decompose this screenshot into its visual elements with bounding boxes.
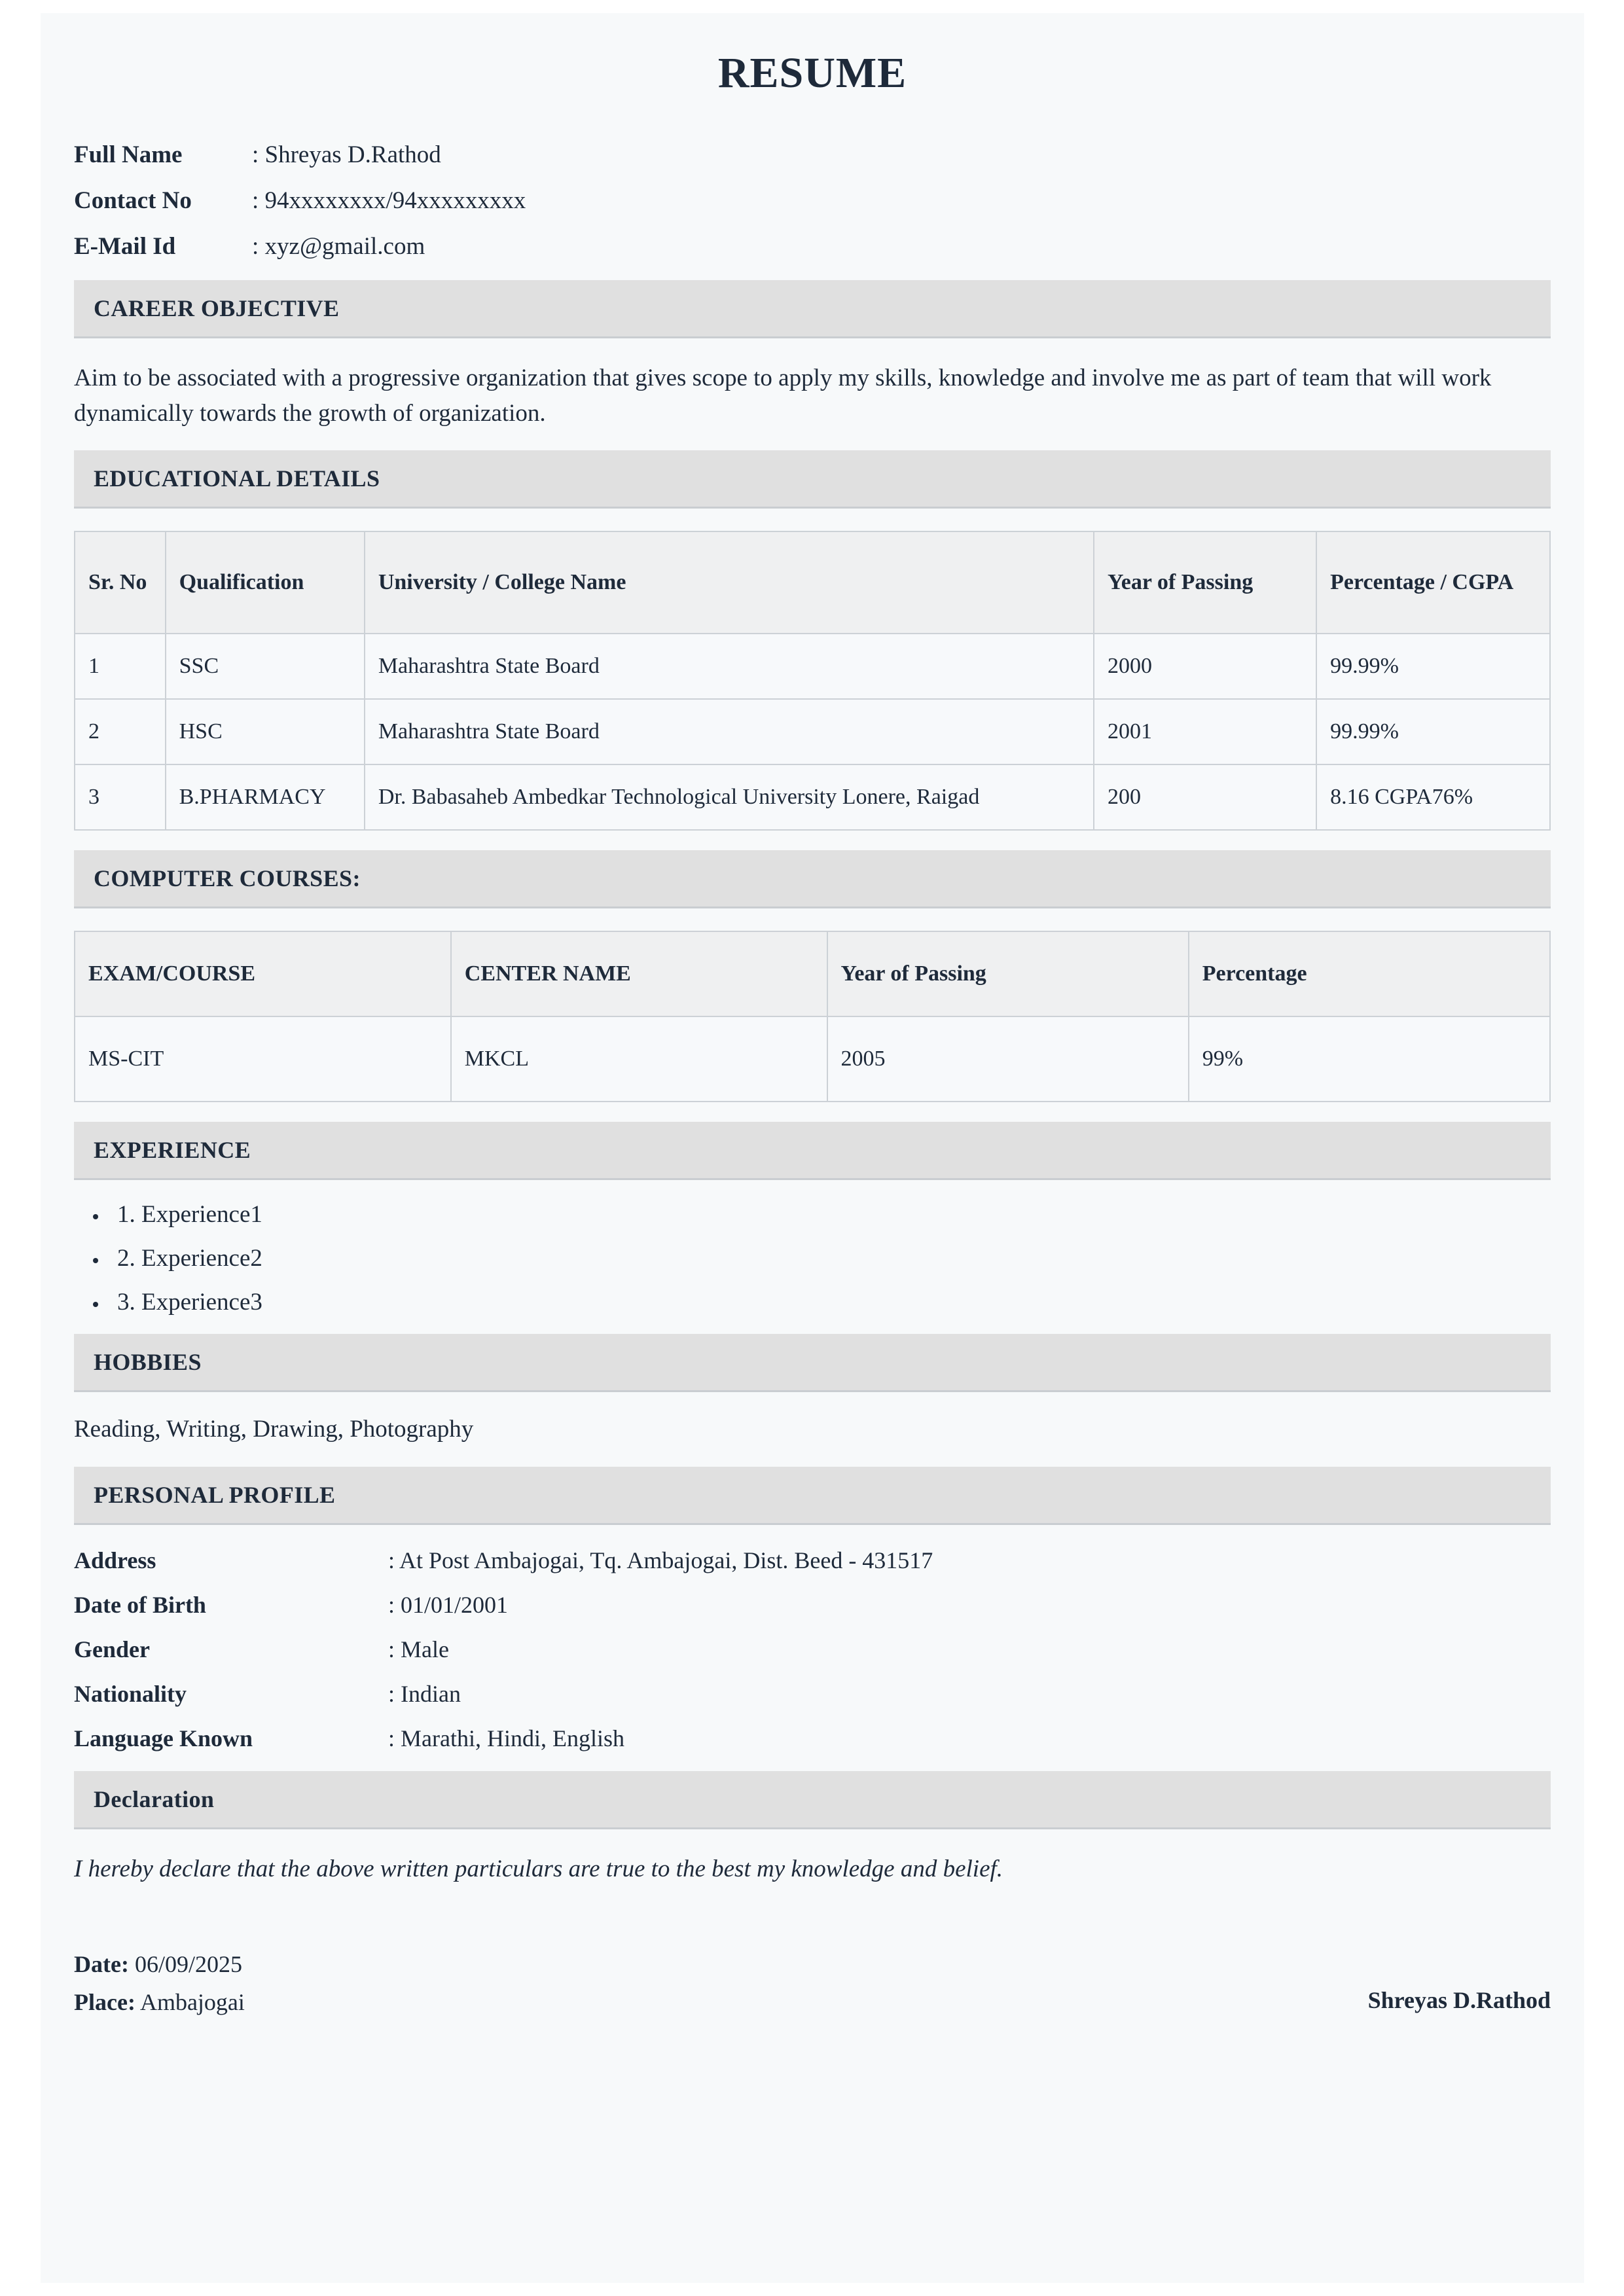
list-item: • 2. Experience2 (108, 1246, 1551, 1270)
cell-center-name: MKCL (451, 1016, 827, 1102)
table-row (75, 1016, 1550, 1102)
column-header-sr-no: Sr. No (75, 531, 166, 634)
resume-page (41, 13, 1584, 2283)
footer-date-row (74, 1952, 245, 1976)
column-header-year-of-passing: Year of Passing (827, 931, 1189, 1016)
hobbies-text: Reading, Writing, Drawing, Photography (74, 1416, 474, 1443)
contact-value-full-name: : Shreyas D.Rathod (252, 141, 441, 168)
section-header-computer-courses: COMPUTER COURSES: (74, 850, 1551, 908)
table-header-row (75, 931, 1550, 1016)
footer-place-label: Place: (74, 1988, 135, 2015)
column-header-center-name: CENTER NAME (451, 931, 827, 1016)
section-header-personal-profile: PERSONAL PROFILE (74, 1467, 1551, 1525)
signature: Shreyas D.Rathod (1367, 1986, 1551, 2013)
footer-place-value: Ambajogai (139, 1988, 245, 2015)
contact-value-contact-no: : 94xxxxxxxx/94xxxxxxxxx (252, 187, 526, 214)
column-header-year-of-passing: Year of Passing (1094, 531, 1316, 634)
cell-sr-no: 1 (75, 634, 166, 699)
contact-row-full-name (74, 143, 1551, 167)
column-header-qualification: Qualification (166, 531, 365, 634)
cell-exam-course: MS-CIT (75, 1016, 451, 1102)
profile-row-date-of-birth (74, 1593, 1551, 1617)
table-row (75, 699, 1550, 764)
section-header-declaration: Declaration (74, 1771, 1551, 1829)
footer-date-label: Date: (74, 1950, 129, 1977)
cell-year: 2005 (827, 1016, 1189, 1102)
contact-label-email: E-Mail Id (74, 233, 176, 260)
career-objective-text: Aim to be associated with a progressive organization that gives scope to apply my skills, knowledge and involve me as part of team that will work dynamically towards the growth of organization. (74, 365, 1492, 427)
profile-value-address: : At Post Ambajogai, Tq. Ambajogai, Dist. Beed - 431517 (388, 1547, 933, 1573)
profile-value-nationality: : Indian (388, 1680, 461, 1707)
profile-label-nationality: Nationality (74, 1680, 187, 1707)
list-item: • 3. Experience3 (108, 1290, 1551, 1314)
section-header-experience: EXPERIENCE (74, 1122, 1551, 1180)
profile-label-address: Address (74, 1547, 156, 1573)
footer (74, 1952, 1551, 2028)
footer-place-row (74, 1990, 245, 2014)
contact-block (74, 143, 1551, 259)
cell-sr-no: 2 (75, 699, 166, 764)
contact-label-full-name: Full Name (74, 141, 183, 168)
profile-label-gender: Gender (74, 1636, 150, 1662)
contact-row-contact-no (74, 188, 1551, 213)
computer-courses-table (74, 931, 1551, 1102)
profile-row-language-known (74, 1727, 1551, 1750)
section-header-career-objective: CAREER OBJECTIVE (74, 280, 1551, 338)
profile-value-gender: : Male (388, 1636, 449, 1662)
column-header-percentage: Percentage (1189, 931, 1550, 1016)
profile-row-address (74, 1549, 1551, 1572)
profile-value-language-known: : Marathi, Hindi, English (388, 1725, 624, 1751)
section-header-educational-details: EDUCATIONAL DETAILS (74, 450, 1551, 509)
footer-date-value: 06/09/2025 (134, 1950, 242, 1977)
column-header-exam-course: EXAM/COURSE (75, 931, 451, 1016)
contact-row-email (74, 234, 1551, 259)
table-row (75, 764, 1550, 830)
cell-score: 99.99% (1316, 699, 1550, 764)
cell-year: 200 (1094, 764, 1316, 830)
declaration-text: I hereby declare that the above written particulars are true to the best my knowledge and belief. (74, 1855, 1003, 1882)
profile-label-language-known: Language Known (74, 1725, 253, 1751)
contact-value-email: : xyz@gmail.com (252, 233, 425, 260)
table-header-row (75, 531, 1550, 634)
educational-details-table (74, 531, 1551, 831)
cell-qualification: SSC (166, 634, 365, 699)
column-header-university: University / College Name (365, 531, 1094, 634)
cell-score: 99.99% (1316, 634, 1550, 699)
profile-row-gender (74, 1638, 1551, 1661)
cell-sr-no: 3 (75, 764, 166, 830)
profile-value-date-of-birth: : 01/01/2001 (388, 1591, 509, 1618)
cell-percentage: 99% (1189, 1016, 1550, 1102)
section-header-hobbies: HOBBIES (74, 1334, 1551, 1392)
profile-row-nationality (74, 1682, 1551, 1706)
cell-score: 8.16 CGPA76% (1316, 764, 1550, 830)
table-row (75, 634, 1550, 699)
cell-qualification: HSC (166, 699, 365, 764)
column-header-percentage-cgpa: Percentage / CGPA (1316, 531, 1550, 634)
cell-year: 2001 (1094, 699, 1316, 764)
list-item: • 1. Experience1 (108, 1202, 1551, 1227)
cell-qualification: B.PHARMACY (166, 764, 365, 830)
cell-university: Maharashtra State Board (365, 699, 1094, 764)
profile-label-date-of-birth: Date of Birth (74, 1591, 206, 1618)
cell-university: Maharashtra State Board (365, 634, 1094, 699)
experience-list (74, 1202, 1551, 1314)
personal-profile-block (74, 1549, 1551, 1750)
footer-left (74, 1952, 245, 2028)
page-title: RESUME (717, 49, 907, 97)
cell-university: Dr. Babasaheb Ambedkar Technological University Lonere, Raigad (365, 764, 1094, 830)
cell-year: 2000 (1094, 634, 1316, 699)
contact-label-contact-no: Contact No (74, 187, 192, 214)
